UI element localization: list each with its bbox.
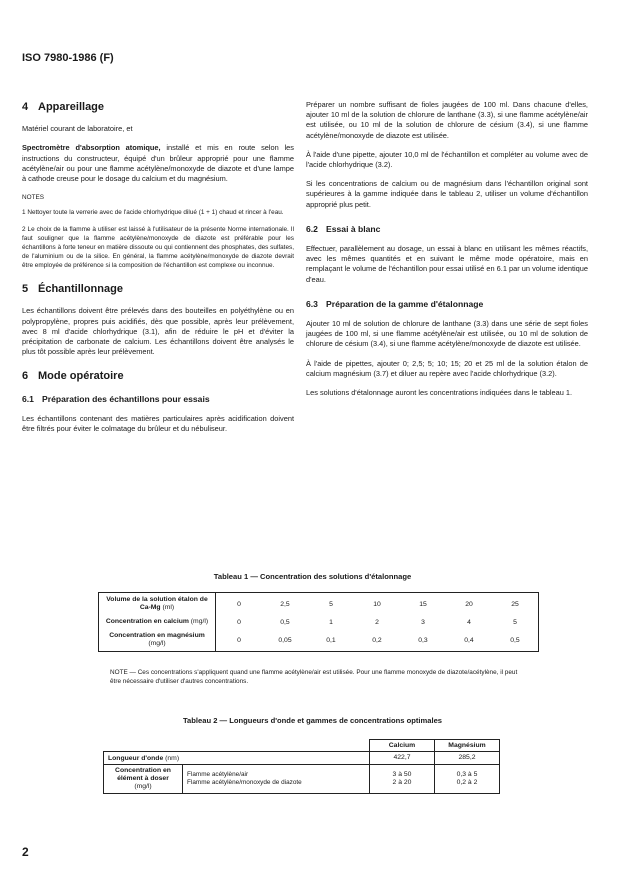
section-title: Préparation des échantillons pour essais (42, 393, 210, 404)
wavelength-magnesium: 285,2 (435, 752, 500, 765)
table-cell: 5 (492, 615, 539, 629)
section-number: 6 (22, 370, 29, 383)
table-cell: 0,05 (262, 629, 308, 652)
table-cell: 5 (308, 593, 354, 616)
right-column (306, 100, 588, 407)
note-2: 2 Le choix de la flamme à utiliser est laissé à l'utilisateur de la présente Norme internationale. Il faut souligner que la flamme acétylène/monoxyde de diazote est préférable pour les échantillons à forte teneur en matière dissoute ou qui contiennent des phosphates, des sulfates, de l'aluminium ou de la silice. En général, la flamme acétylène/monoxyde de diazote devrait être employée de préférence si la composition de l'échantillon est complexe ou inconnue. (22, 226, 294, 270)
row-header (99, 629, 216, 652)
paragraph: Les solutions d'étalonnage auront les concentrations indiquées dans le tableau 1. (306, 388, 573, 398)
table-cell: 2,5 (262, 593, 308, 616)
blank-cell (104, 740, 370, 752)
section-title: Préparation de la gamme d'étalonnage (326, 298, 484, 309)
table-2 (103, 739, 500, 794)
table-cell: 0,1 (308, 629, 354, 652)
calcium-ranges-cell (370, 765, 435, 794)
calcium-range-1: 3 à 50 (392, 771, 412, 778)
wavelength-label-cell (104, 752, 370, 765)
document-id: ISO 7980-1986 (F) (22, 52, 114, 64)
paragraph: À l'aide d'une pipette, ajouter 10,0 ml de l'échantillon et compléter au volume avec de l'acide chlorhydrique (3.2). (306, 149, 588, 170)
table-cell: 0,4 (446, 629, 492, 652)
wavelength-calcium: 422,7 (370, 752, 435, 765)
section-number: 6.1 (22, 393, 34, 404)
section-6-heading (22, 371, 294, 381)
paragraph: Ajouter 10 ml de solution de chlorure de lanthane (3.3) dans une série de sept fioles jaugées de 100 ml, si une flamme acétylène/air est utilisée, ou 10 ml de solution de chlorure de césium (3.4), si une flamme acétylène/monoxyde de diazote est utilisée. (306, 319, 588, 349)
note-1: 1 Nettoyer toute la verrerie avec de l'acide chlorhydrique dilué (1 + 1) chaud et rincer à l'eau. (22, 209, 284, 217)
row-unit: (mg/l) (148, 640, 166, 647)
magnesium-ranges-cell (435, 765, 500, 794)
table-row (99, 615, 539, 629)
table-cell: 10 (354, 593, 400, 616)
notes-title: NOTES (22, 194, 45, 202)
paragraph: Les échantillons contenant des matières particulaires après acidification doivent être filtrés pour éviter le colmatage du brûleur et du nébuliseur. (22, 413, 294, 434)
wavelength-label: Longueur d'onde (108, 754, 164, 762)
concentration-label-cell (104, 765, 183, 794)
section-title: Mode opératoire (38, 370, 124, 383)
paragraph: Si les concentrations de calcium ou de magnésium dans l'échantillon original sont supérieures à la gamme indiquée dans le tableau 2, utiliser un volume d'échantillon approprié plus petit. (306, 179, 588, 209)
paragraph (22, 143, 294, 184)
section-6-2-heading (306, 224, 588, 234)
paragraph: Matériel courant de laboratoire, et (22, 124, 133, 134)
bold-term: Spectromètre d'absorption atomique, (22, 143, 161, 153)
table-cell: 3 (421, 618, 425, 626)
row-header (99, 593, 216, 616)
paragraph-text: installé et mis en route selon les instructions du constructeur, équipé d'un brûleur approprié pour une flamme acétylène/air ou pour une flamme acétylène/monoxyde de diazote et d'une lampe à cathode creuse pour le dosage du calcium et du magnésium. (22, 143, 294, 184)
row-label: Concentration en magnésium (109, 632, 205, 639)
row-unit: (mg/l) (190, 618, 209, 625)
section-number: 6.3 (306, 298, 318, 309)
table-2-caption: Tableau 2 — Longueurs d'onde et gammes de concentrations optimales (182, 716, 443, 725)
table-cell: 0,2 (354, 629, 400, 652)
concentration-label: Concentration en élément à doser (115, 767, 171, 782)
column-header-magnesium: Magnésium (435, 740, 500, 752)
section-6-1-heading (22, 394, 294, 404)
table-cell: 15 (400, 593, 446, 616)
row-label: Concentration en calcium (105, 618, 189, 625)
section-title: Appareillage (38, 101, 105, 113)
section-number: 4 (22, 101, 29, 113)
concentration-unit: (mg/l) (134, 783, 152, 790)
table-cell: 20 (446, 593, 492, 616)
flame-type-1: Flamme acétylène/air (187, 771, 249, 778)
section-4-heading (22, 102, 294, 112)
notes-block (22, 193, 294, 270)
magnesium-range-2: 0,2 à 2 (456, 779, 478, 786)
flame-types-cell (183, 765, 370, 794)
paragraph: À l'aide de pipettes, ajouter 0; 2,5; 5; 10; 15; 20 et 25 ml de la solution étalon de calcium magnésium (3.7) et diluer au repère avec l'acide chlorhydrique (3.2). (306, 358, 588, 378)
paragraph: Les échantillons doivent être prélevés dans des bouteilles en polyéthylène ou en polypropylène, propres puis acidifiés, dès que possible, après leur prélèvement, avec 8 ml d'acide chlorhydrique (3.1), afin de réduire le pH et d'éviter la précipitation de carbonate de calcium. Les échantillons doivent être analysés le plus tôt possible après leur prélèvement. (22, 306, 294, 357)
table-cell: 0,5 (280, 618, 290, 626)
table-cell: 0,5 (492, 629, 539, 652)
calcium-range-2: 2 à 20 (392, 779, 412, 786)
row-header (99, 615, 216, 629)
row-unit: (ml) (162, 604, 175, 611)
wavelength-unit: (nm) (165, 754, 180, 762)
row-label: Volume de la solution étalon de Ca-Mg (106, 596, 208, 611)
table-1-note: NOTE — Ces concentrations s'appliquent quand une flamme acétylène/air est utilisée. Pour une flamme monoxyde de diazote/acétylène, il peut être nécessaire d'utiliser d'autres concentrations. (110, 669, 518, 685)
section-title: Essai à blanc (326, 223, 381, 234)
table-cell: 0 (216, 593, 263, 616)
table-cell: 0 (237, 618, 241, 626)
section-number: 5 (22, 283, 29, 296)
table-row (99, 629, 539, 652)
section-6-3-heading (306, 299, 588, 309)
table-cell: 2 (375, 618, 379, 626)
table-row (99, 593, 539, 616)
section-number: 6.2 (306, 223, 318, 234)
column-header-calcium: Calcium (370, 740, 435, 752)
table-1 (98, 592, 539, 652)
table-cell: 0,3 (400, 629, 446, 652)
flame-type-2: Flamme acétylène/monoxyde de diazote (187, 779, 302, 786)
paragraph: Effectuer, parallèlement au dosage, un essai à blanc en utilisant les mêmes réactifs, avec les mêmes quantités et en suivant le même mode opératoire, mais en remplaçant le volume de l'échantillon pour essai utilisé en 6.1 par un volume identique d'eau. (306, 244, 588, 284)
table-cell: 0 (216, 629, 263, 652)
section-5-heading (22, 284, 294, 294)
table-cell: 1 (329, 618, 333, 626)
left-column (22, 100, 294, 443)
paragraph: Préparer un nombre suffisant de fioles jaugées de 100 ml. Dans chacune d'elles, ajouter 10 ml de la solution de chlorure de lanthane (3.3), si une flamme acétylène/air est utilisée, ou 10 ml de la solution de chlorure de césium (3.4), si une flamme acétylène/monoxyde de diazote est utilisée. (306, 100, 588, 140)
table-cell: 25 (492, 593, 539, 616)
table-1-caption: Tableau 1 — Concentration des solutions d'étalonnage (213, 572, 412, 581)
page-number: 2 (22, 845, 29, 859)
table-cell: 4 (467, 618, 471, 626)
magnesium-range-1: 0,3 à 5 (456, 771, 478, 778)
section-title: Échantillonnage (38, 283, 123, 296)
